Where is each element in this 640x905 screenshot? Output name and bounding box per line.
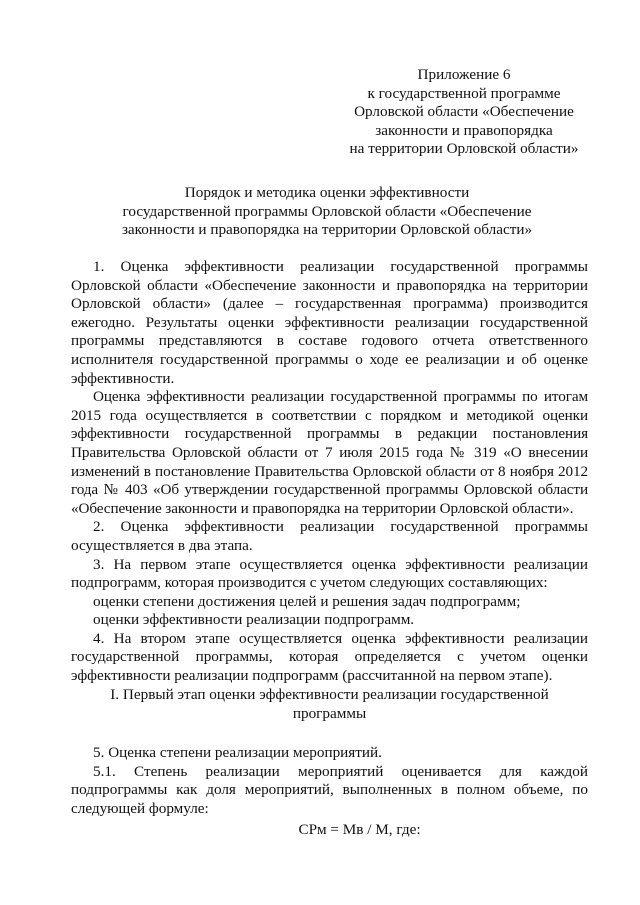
appendix-line: Приложение 6 <box>417 66 511 83</box>
appendix-line: Орловской области «Обеспечение <box>354 103 574 121</box>
section-heading <box>71 686 588 723</box>
paragraph: оценки эффективности реализации подпрограмм. <box>93 611 415 629</box>
document-title <box>92 184 562 240</box>
paragraph: 3. На первом этапе осуществляется оценка эффективности реализации подпрограмм, которая производится с учетом следующих составляющих: <box>71 555 588 592</box>
appendix-line: законности и правопорядка <box>375 121 553 139</box>
section-body <box>71 744 588 840</box>
title-line: государственной программы Орловской области «Обеспечение <box>122 202 532 220</box>
paragraph: 1. Оценка эффективности реализации государственной программы Орловской области «Обеспечение законности и правопорядка на территории Орловской области» (далее – государственная программа) производится ежегодно. Результаты оценки эффективности реализации государственной программы представляются в составе годового отчета ответственного исполнителя государственной программы о ходе ее реализации и об оценке эффективности. <box>71 258 588 387</box>
appendix-line: к государственной программе <box>367 84 561 102</box>
appendix-header <box>344 66 584 159</box>
title-line: Порядок и методика оценки эффективности <box>184 184 470 201</box>
paragraph: 2. Оценка эффективности реализации государственной программы осуществляется в два этапа. <box>71 518 588 554</box>
title-line: законности и правопорядка на территории Орловской области» <box>121 221 533 239</box>
section-heading-line: I. Первый этап оценки эффективности реализации государственной <box>110 686 549 703</box>
paragraph: 5.1. Степень реализации мероприятий оценивается для каждой подпрограммы как доля мероприятий, выполненных в полном объеме, по следующей формуле: <box>71 762 588 817</box>
formula: СРм = Мв / М, где: <box>298 821 421 839</box>
paragraph: оценки степени достижения целей и решения задач подпрограмм; <box>93 592 521 610</box>
paragraph: 5. Оценка степени реализации мероприятий. <box>93 744 382 761</box>
section-heading-line: программы <box>292 704 367 722</box>
paragraph: 4. На втором этапе осуществляется оценка эффективности реализации государственной программы, которая определяется с учетом оценки эффективности реализации подпрограмм (рассчитанной на первом этапе). <box>71 629 588 685</box>
paragraph: Оценка эффективности реализации государственной программы по итогам 2015 года осуществляется в соответствии с порядком и методикой оценки эффективности государственной программы в редакции постановления Правительства Орловской области от 7 июля 2015 года № 319 «О внесении изменений в постановление Правительства Орловской области от 8 ноября 2012 года № 403 «Об утверждении государственной программы Орловской области «Обеспечение законности и правопорядка на территории Орловской области». <box>71 388 588 517</box>
appendix-line: на территории Орловской области» <box>349 140 579 158</box>
document-body <box>71 258 588 686</box>
